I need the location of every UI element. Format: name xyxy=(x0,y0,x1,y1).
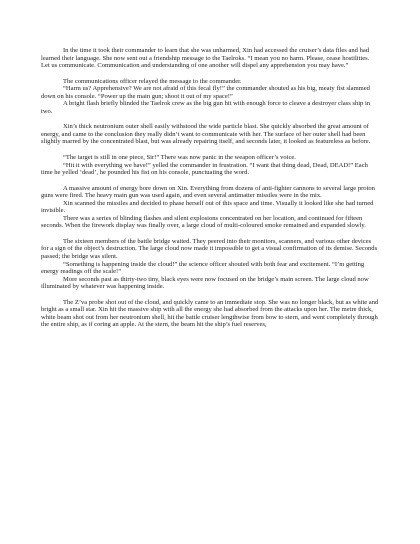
paragraph: The communications officer relayed the message to the commander. xyxy=(63,77,242,85)
paragraph-group xyxy=(41,78,379,116)
paragraph-group xyxy=(41,185,379,230)
paragraph: Xin scanned the missiles and decided to phase herself out of this space and time. Visually it looked like she had turned invisible. xyxy=(41,199,374,215)
paragraph: The sixteen members of the battle bridge waited. They peered into their monitors, scanners, and various other devices for a sign of the object’s destruction. The large cloud now made it impossible to get a visual confirmation of its demise. Seconds passed; the bridge was silent. xyxy=(41,237,378,261)
paragraph-group xyxy=(41,47,379,70)
paragraph: More seconds past as thirty-two tiny, black eyes were now focused on the bridge’s main screen. The large cloud now illuminated by whatever was happening inside. xyxy=(41,275,369,291)
paragraph: “Something is happening inside the cloud!” the science officer shouted with both fear and excitement. “I’m getting energy readings off the scale!” xyxy=(41,260,365,276)
paragraph-group xyxy=(41,238,379,291)
paragraph-group xyxy=(41,154,379,177)
paragraph: The Z’va probe shot out of the cloud, and quickly came to an immediate stop. She was no longer black, but as white and bright as a small star. Xin hit the massive ship with all the energy she had absorbed from the attacks upon her. The metre thick, white beam shot out from her neutronium shell, hit the battle cruiser lengthwise from bow to stern, and went completely through the entire ship, as if coring an apple. At the stern, the beam hit the ship’s fuel reserves, xyxy=(41,298,379,329)
paragraph: In the time it took their commander to learn that she was unharmed, Xin had accessed the cruiser’s data files and had learned their language. She now sent out a friendship message to the Taelroks. “I mean you no harm. Please, cease hostilities. Let us communicate. Communication and understanding of one another will dispel any apprehension you may have.” xyxy=(41,47,370,70)
paragraph: “Harm us? Apprehensive? We are not afraid of this fecal fly!” the commander shouted as his big, meaty fist slammed down on his console. “Power up the main gun; shoot it out of my space!” xyxy=(41,85,370,100)
paragraph: There was a series of blinding flashes and silent explosions concentrated on her location, and continued for fifteen seconds. When the firework display was finally over, a large cloud of multi-coloured smoke remained and expanded slowly. xyxy=(41,214,366,230)
paragraph: “Hit it with everything we have!” yelled the commander in frustration. “I want that thing dead, Dead, DEAD!” Each time he yelled ‘dead’, he pounded his fist on his console, punctuating the word. xyxy=(41,161,368,177)
paragraph: Xin’s thick neutronium outer shell easily withstood the wide particle blast. She quickly absorbed the great amount of energy, and came to the conclusion they really didn’t want to communicate with her. The surface of her outer shell had been slightly marred by the concentrated blast, but was already repairing itself, and seconds later, it looked as featureless as before. xyxy=(41,123,371,146)
paragraph: A massive amount of energy bore down on Xin. Everything from dozens of anti-fighter cannons to several large proton guns were fired. The heavy main gun was used again, and even several antimatter missiles were in the mix. xyxy=(41,184,375,200)
paragraph-group xyxy=(41,123,379,146)
paragraph: “The target is still in one piece, Sir!” There was now panic in the weapon officer’s voice. xyxy=(63,154,296,162)
paragraph-group xyxy=(41,299,379,329)
paragraph: A bright flash briefly blinded the Taelrok crew as the big gun hit with enough force to cleave a destroyer class ship in two. xyxy=(41,100,371,115)
